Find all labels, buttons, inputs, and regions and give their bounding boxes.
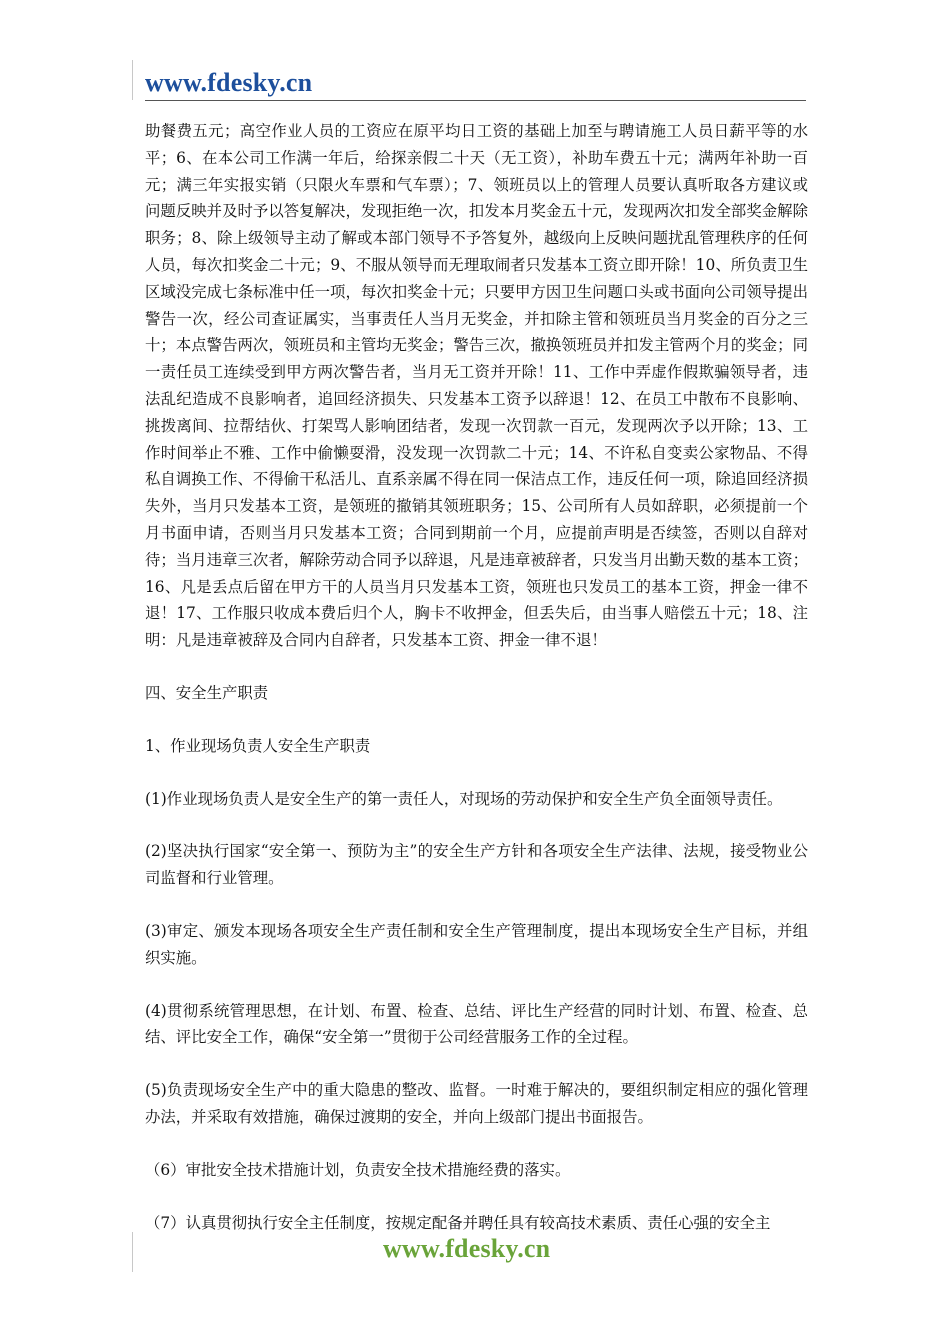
footer-website-logo: www.fdesky.cn: [383, 1234, 551, 1263]
rules-paragraph: 助餐费五元；高空作业人员的工资应在原平均日工资的基础上加至与聘请施工人员日薪平等的水平；6、在本公司工作满一年后，给探亲假二十天（无工资），补助车费五十元；满两年补助一百元；满三年实报实销（只限火车票和气车票）；7、领班员以上的管理人员要认真听取各方建议或问题反映并及时予以答复解决，发现拒绝一次，扣发本月奖金五十元，发现两次扣发全部奖金解除职务；8、除上级领导主动了解或本部门领导不予答复外，越级向上反映问题扰乱管理秩序的任何人员，每次扣奖金二十元；9、不服从领导而无理取闹者只发基本工资立即开除！10、所负责卫生区域没完成七条标准中任一项，每次扣奖金十元；只要甲方因卫生问题口头或书面向公司领导提出警告一次，经公司查证属实，当事责任人当月无奖金，并扣除主管和领班员当月奖金的百分之三十；本点警告两次，领班员和主管均无奖金；警告三次，撤换领班员并扣发主管两个月的奖金；同一责任员工连续受到甲方两次警告者，当月无工资并开除！11、工作中弄虚作假欺骗领导者，违法乱纪造成不良影响者，追回经济损失、只发基本工资予以辞退！12、在员工中散布不良影响、挑拨离间、拉帮结伙、打架骂人影响团结者，发现一次罚款一百元，发现两次予以开除；13、工作时间举止不雅、工作中偷懒耍滑，没发现一次罚款二十元；14、不许私自变卖公家物品、不得私自调换工作、不得偷干私活儿、直系亲属不得在同一保洁点工作，违反任何一项，除追回经济损失外，当月只发基本工资，是领班的撤销其领班职务；15、公司所有人员如辞职，必须提前一个月书面申请，否则当月只发基本工资；合同到期前一个月，应提前声明是否续签，否则以自辞对待；当月违章三次者，解除劳动合同予以辞退，凡是违章被辞者，只发当月出勤天数的基本工资；16、凡是丢点后留在甲方干的人员当月只发基本工资，领班也只发员工的基本工资，押金一律不退！17、工作服只收成本费后归个人，胸卡不收押金，但丢失后，由当事人赔偿五十元；18、注明：凡是违章被辞及合同内自辞者，只发基本工资、押金一律不退！: [145, 122, 808, 650]
duty-item-4: (4)贯彻系统管理思想，在计划、布置、检查、总结、评比生产经营的同时计划、布置、检查、总结、评比安全工作，确保“安全第一”贯彻于公司经营服务工作的全过程。: [145, 1001, 808, 1047]
bottom-corner-mark: [132, 1232, 133, 1272]
top-corner-mark: [132, 60, 133, 100]
duty-item-2: (2)坚决执行国家“安全第一、预防为主”的安全生产方针和各项安全生产法律、法规，接受物业公司监督和行业管理。: [145, 842, 808, 888]
document-body: [145, 118, 808, 1236]
duty-item-7: （7）认真贯彻执行安全主任制度，按规定配备并聘任具有较高技术素质、责任心强的安全主: [145, 1213, 771, 1232]
subsection-title: 1、作业现场负责人安全生产职责: [145, 736, 371, 755]
duty-item-3: (3)审定、颁发本现场各项安全生产责任制和安全生产管理制度，提出本现场安全生产目标，并组织实施。: [145, 921, 808, 967]
section-title: 四、安全生产职责: [145, 683, 269, 702]
header-divider: [145, 100, 806, 101]
duty-item-6: （6）审批安全技术措施计划，负责安全技术措施经费的落实。: [145, 1160, 571, 1179]
duty-item-5: (5)负责现场安全生产中的重大隐患的整改、监督。一时难于解决的，要组织制定相应的强化管理办法，并采取有效措施，确保过渡期的安全，并向上级部门提出书面报告。: [145, 1081, 808, 1126]
duty-item-1: (1)作业现场负责人是安全生产的第一责任人，对现场的劳动保护和安全生产负全面领导责任。: [145, 789, 783, 808]
header-website-logo: www.fdesky.cn: [145, 68, 313, 97]
